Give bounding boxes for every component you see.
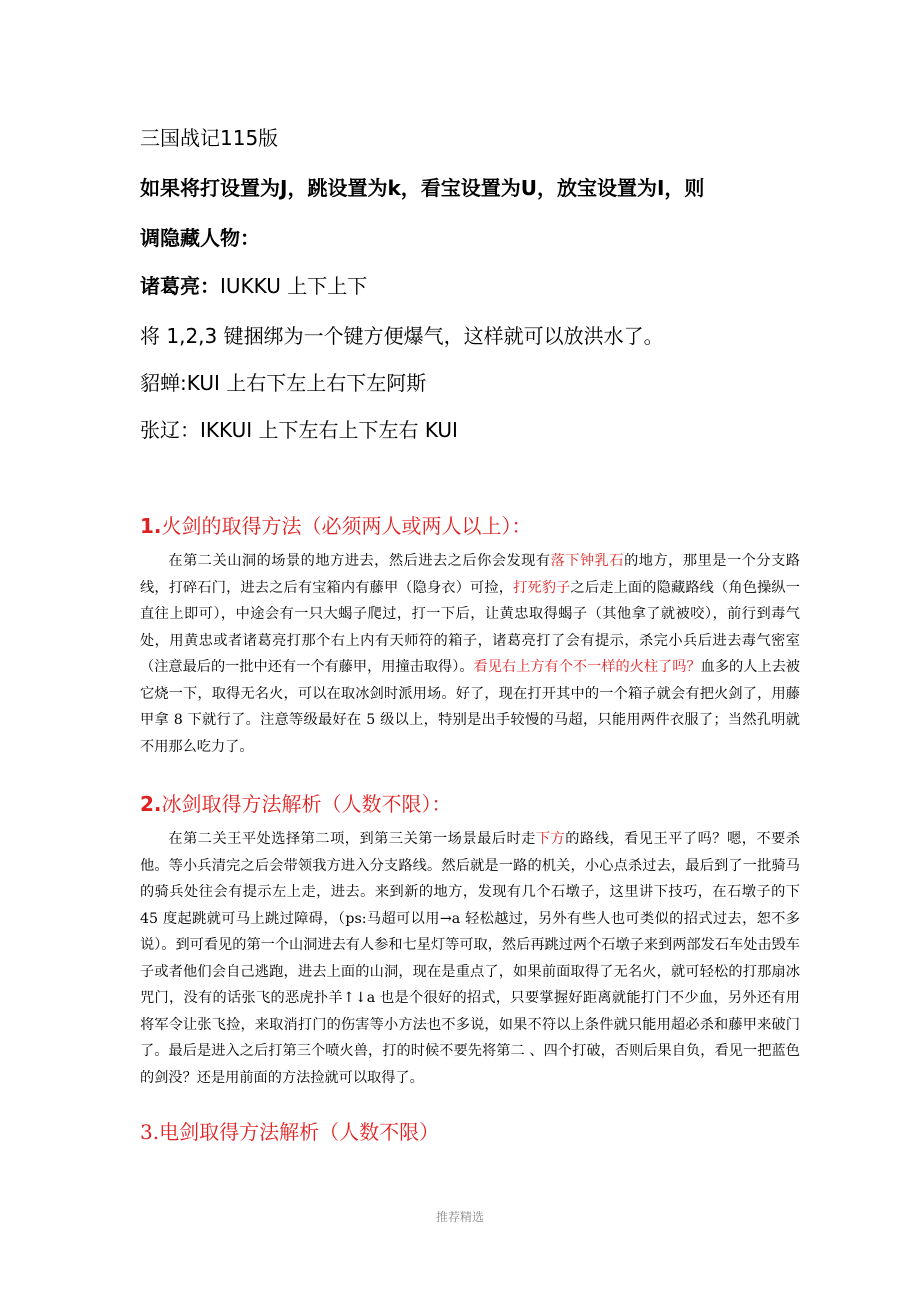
highlight-text: 下方 — [535, 831, 566, 847]
section2-heading — [140, 788, 452, 817]
text-run: 之后走上面的隐藏路线（角色操纵一直往上即可），中途会有一只大蝎子爬过，打一下后，让黄忠取得蝎子（其他拿了就被咬），前行到毒气处，用黄忠或者诸葛亮打那个右上内有天师符的箱子，诸葛亮打了会有提示，杀完小兵后进去毒气密室（注意最后的一批中还有一个有藤甲，用撞击取得）。 — [140, 579, 800, 675]
section2-paragraph — [140, 826, 800, 1091]
highlight-text: 打死豹子 — [513, 579, 571, 596]
diaochan-line: 貂蝉:KUI 上右下左上右下左阿斯 — [140, 371, 427, 395]
text-run: 在第二关山洞的场景的地方进去，然后进去之后你会发现有 — [168, 553, 551, 569]
highlight-text: 落下钟乳石 — [550, 553, 625, 569]
doc-title-text: 三国战记115版 — [140, 126, 279, 150]
highlight-text: 看见右上方有个不一样的火柱了吗？ — [473, 659, 701, 675]
zhuge-liang-label: 诸葛亮： — [140, 274, 220, 298]
section2-number: 2. — [140, 792, 162, 816]
text-run: 的地方，那里是一个分支路线，打碎石门，进去之后有宝箱内有藤甲（隐身衣）可捡， — [140, 553, 800, 596]
text-run: 在第二关王平处选择第二项，到第三关第一场景最后时走 — [168, 831, 536, 847]
section2-title: 冰剑取得方法解析（人数不限）： — [161, 792, 452, 816]
zhangliao-line: 张辽：IKKUI 上下左右上下左右 KUI — [140, 418, 458, 442]
hidden-characters-heading: 调隐藏人物： — [140, 226, 260, 250]
section1-title: 火剑的取得方法（必须两人或两人以上）： — [161, 514, 532, 538]
text-run: 的路线，看见王平了吗？嗯，不要杀他。等小兵清完之后会带领我方进入分支路线。然后就是一路的机关，小心点杀过去，最后到了一批骑马的骑兵处往会有提示左上走，进去。来到新的地方，发现有几个石墩子，这里讲下技巧，在石墩子的下 45 度起跳就可马上跳过障碍，（ps:马超可以用→a 轻松越过，另外有些人也可类似的招式过去，恕不多说）。到可看见的第一个山洞进去有人参和七星灯等可取，然后再跳过两个石墩子来到两部发石车处击毁车子或者他们会自己逃跑，进去上面的山洞，现在是重点了，如果前面取得了无名火，就可轻松的打那扇冰咒门，没有的话张飞的恶虎扑羊↑↓a 也是个很好的招式，只要掌握好距离就能打门不少血，另外还有用将军令让张飞捡，来取消打门的伤害等小方法也不多说，如果不符以上条件就只能用超必杀和藤甲来破门了。最后是进入之后打第三个喷火兽，打的时候不要先将第二 、四个打破，否则后果自负，看见一把蓝色的剑没？还是用前面的方法捡就可以取得了。 — [140, 831, 800, 1086]
zhuge-liang-line — [140, 270, 367, 299]
section1-number: 1. — [140, 514, 162, 538]
section1-heading — [140, 510, 532, 539]
section1-paragraph — [140, 548, 800, 760]
setup-line: 如果将打设置为J，跳设置为k，看宝设置为U，放宝设置为I，则 — [140, 176, 705, 200]
zhuge-liang-code: IUKKU 上下上下 — [220, 274, 368, 298]
doc-title — [140, 122, 278, 151]
page-footer: 推荐精选 — [435, 1210, 484, 1224]
tip-line: 将 1,2,3 键捆绑为一个键方便爆气，这样就可以放洪水了。 — [140, 324, 664, 348]
text-run: 血多的人上去被它烧一下，取得无名火，可以在取冰剑时派用场。好了，现在打开其中的一个箱子就会有把火剑了，用藤甲拿 8 下就行了。注意等级最好在 5 级以上，特别是出手较慢的马超，只能用两件衣服了；当然孔明就不用那么吃力了。 — [140, 659, 800, 755]
section3-heading: 3.电剑取得方法解析（人数不限） — [140, 1120, 440, 1144]
